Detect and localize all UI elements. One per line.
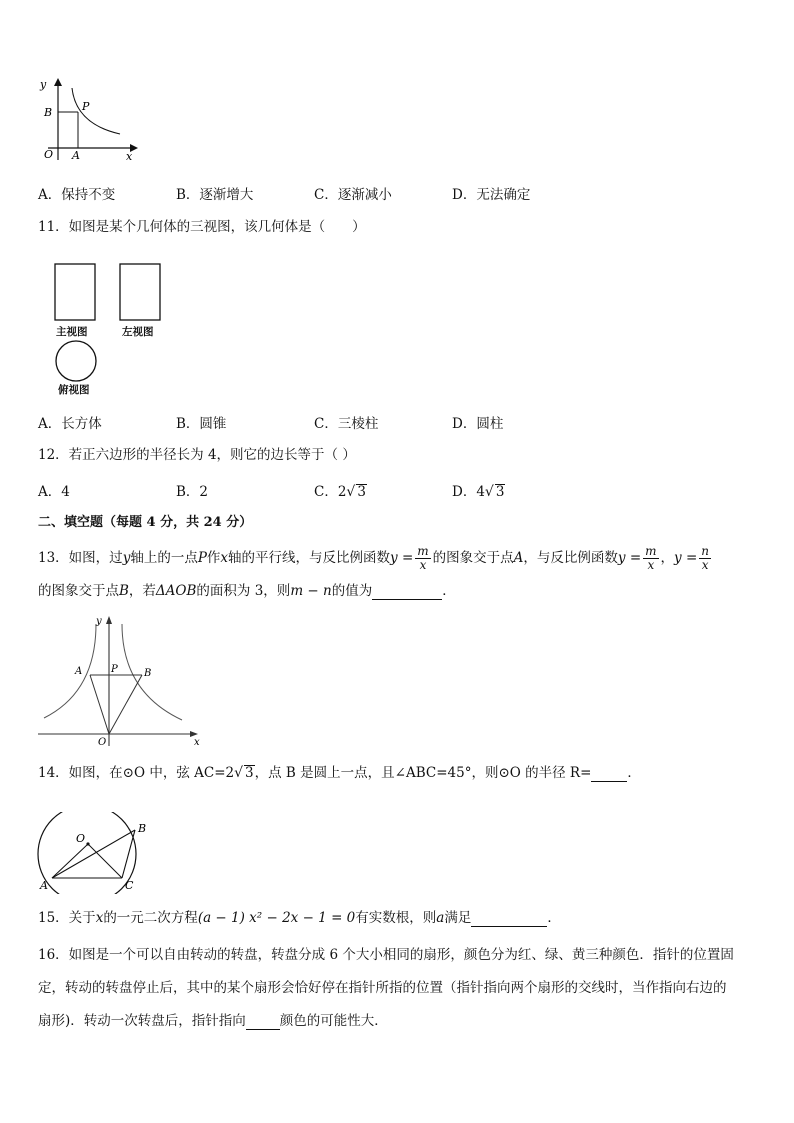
var-y: y: [122, 550, 131, 566]
text: ，与反比例函数: [523, 550, 618, 566]
var-x: x: [220, 550, 229, 566]
radius-OC: [88, 844, 122, 878]
label-x: x: [194, 737, 200, 748]
radicand: 3: [245, 765, 254, 781]
label-O: O: [76, 832, 86, 845]
fraction-m-over-x: [643, 545, 658, 572]
front-view-label: 主视图: [56, 326, 88, 338]
answer-blank[interactable]: [591, 767, 627, 782]
q10-option-c: C．逐渐减小: [314, 187, 392, 203]
text: 15．关于: [38, 910, 96, 926]
q12-option-a: A．4: [38, 484, 70, 500]
q12-d-radicand: 3: [495, 484, 505, 500]
left-hyperbola: [44, 624, 96, 718]
label-O: O: [98, 737, 107, 748]
label-B: B: [144, 668, 152, 679]
y-axis-arrow: [54, 78, 62, 86]
label-P: P: [111, 664, 118, 675]
func-lhs: y =: [617, 550, 642, 566]
y-axis-arrow: [106, 616, 112, 624]
label-A: A: [75, 666, 83, 677]
right-hyperbola: [122, 624, 182, 720]
chord-AB: [52, 830, 135, 878]
text: 的值为: [331, 583, 373, 599]
q10-option-d: D．无法确定: [452, 187, 531, 203]
sqrt-sign: √: [234, 765, 244, 781]
label-y: y: [40, 78, 47, 91]
numerator: n: [701, 544, 710, 558]
q13-stem-line2: [38, 582, 456, 600]
label-x: x: [126, 150, 133, 163]
label-A: A: [40, 879, 48, 892]
expr-m-minus-n: m − n: [290, 583, 332, 599]
q13-graph: [36, 612, 206, 752]
q11-option-c: C．三棱柱: [314, 416, 379, 432]
numerator: m: [417, 544, 429, 558]
answer-blank[interactable]: [372, 585, 442, 600]
q16-stem-line1: 16．如图是一个可以自由转动的转盘，转盘分成 6 个大小相同的扇形，颜色分为红、绿、黄三种颜色．指针的位置固: [38, 947, 734, 963]
q16-stem-line3: [38, 1012, 388, 1030]
side-view-label: 左视图: [122, 326, 154, 338]
label-A: A: [72, 149, 80, 162]
fraction-n-over-x: [699, 545, 711, 572]
front-view-rect: [55, 264, 95, 320]
text: 轴上的一点: [130, 550, 198, 566]
q12-option-b: B．2: [176, 484, 209, 500]
text: 扇形)．转动一次转盘后，指针指向: [38, 1013, 246, 1029]
denominator: x: [701, 558, 709, 572]
text: 的图象交于点: [38, 583, 119, 599]
text: 作: [206, 550, 221, 566]
text: ，若: [128, 583, 156, 599]
label-P: P: [82, 100, 90, 113]
answer-blank[interactable]: [471, 912, 547, 927]
top-view-circle: [56, 341, 96, 381]
answer-blank[interactable]: [246, 1015, 280, 1030]
text: 14．如图，在⊙O 中，弦 AC=2: [38, 765, 235, 781]
q10-graph: [36, 72, 146, 164]
center-dot: [86, 842, 89, 845]
label-O: O: [44, 148, 54, 161]
text: ．: [442, 583, 456, 599]
label-B: B: [44, 106, 53, 119]
text: 的面积为 3，则: [196, 583, 291, 599]
sqrt-sign: √: [484, 484, 494, 500]
q15-stem: [38, 909, 561, 927]
top-view-label: 俯视图: [58, 384, 90, 396]
q10-option-b: B．逐渐增大: [176, 187, 254, 203]
func-lhs: y =: [390, 550, 414, 566]
var-a: a: [436, 910, 445, 926]
q12-option-d: [452, 483, 505, 501]
q14-stem: [38, 764, 641, 782]
radius-OA: [52, 844, 88, 878]
text: ．: [627, 765, 641, 781]
var-B: B: [119, 583, 129, 599]
q11-option-d: D．圆柱: [452, 416, 504, 432]
section-title-fill-in: 二、填空题（每题 4 分，共 24 分）: [38, 515, 253, 530]
text: 有实数根，则: [355, 910, 437, 926]
var-P: P: [197, 550, 207, 566]
func-lhs: y =: [674, 550, 698, 566]
text: ，点 B 是圆上一点，且∠ABC=45°，则⊙O 的半径 R=: [254, 765, 592, 781]
text: 轴的平行线，与反比例函数: [228, 550, 391, 566]
label-B: B: [138, 822, 147, 835]
q14-circle-figure: [36, 812, 156, 894]
side-view-rect: [120, 264, 160, 320]
text: 的图象交于点: [432, 550, 514, 566]
denominator: x: [419, 558, 427, 572]
text: 的一元二次方程: [103, 910, 198, 926]
label-C: C: [125, 879, 134, 892]
q11-option-b: B．圆锥: [176, 416, 227, 432]
text: 满足: [444, 910, 472, 926]
quadratic-equation: (a − 1) x² − 2x − 1 = 0: [197, 910, 356, 926]
numerator: m: [645, 544, 657, 558]
triangle-AOB: ΔAOB: [155, 583, 197, 599]
q11-option-a: A．长方体: [38, 416, 102, 432]
q12-d-prefix: D．4: [452, 484, 485, 500]
q12-option-c: [314, 483, 367, 501]
segment-OA: [90, 675, 109, 734]
text: ．: [547, 910, 561, 926]
q12-stem: 12．若正六边形的半径长为 4，则它的边长等于（ ）: [38, 447, 356, 463]
hyperbola-curve: [72, 88, 120, 134]
q12-c-prefix: C．2: [314, 484, 347, 500]
var-A: A: [513, 550, 524, 566]
text: 颜色的可能性大．: [279, 1013, 388, 1029]
q11-stem: 11．如图是某个几何体的三视图，该几何体是（ ）: [38, 219, 366, 235]
text: ，: [660, 550, 675, 566]
q16-stem-line2: 定，转动的转盘停止后，其中的某个扇形会恰好停在指针所指的位置（指针指向两个扇形的交线时，当作指向右边的: [38, 980, 727, 996]
fraction-m-over-x: [415, 545, 430, 572]
q13-stem-line1: [38, 545, 713, 572]
q12-c-radicand: 3: [357, 484, 366, 500]
denominator: x: [647, 558, 655, 572]
var-x: x: [95, 910, 104, 926]
text: 13．如图，过: [38, 550, 123, 566]
q10-option-a: A．保持不变: [38, 187, 116, 203]
segment-OB: [109, 675, 142, 734]
circle-O: [38, 812, 136, 894]
label-y: y: [96, 616, 102, 627]
sqrt-sign: √: [346, 484, 356, 500]
